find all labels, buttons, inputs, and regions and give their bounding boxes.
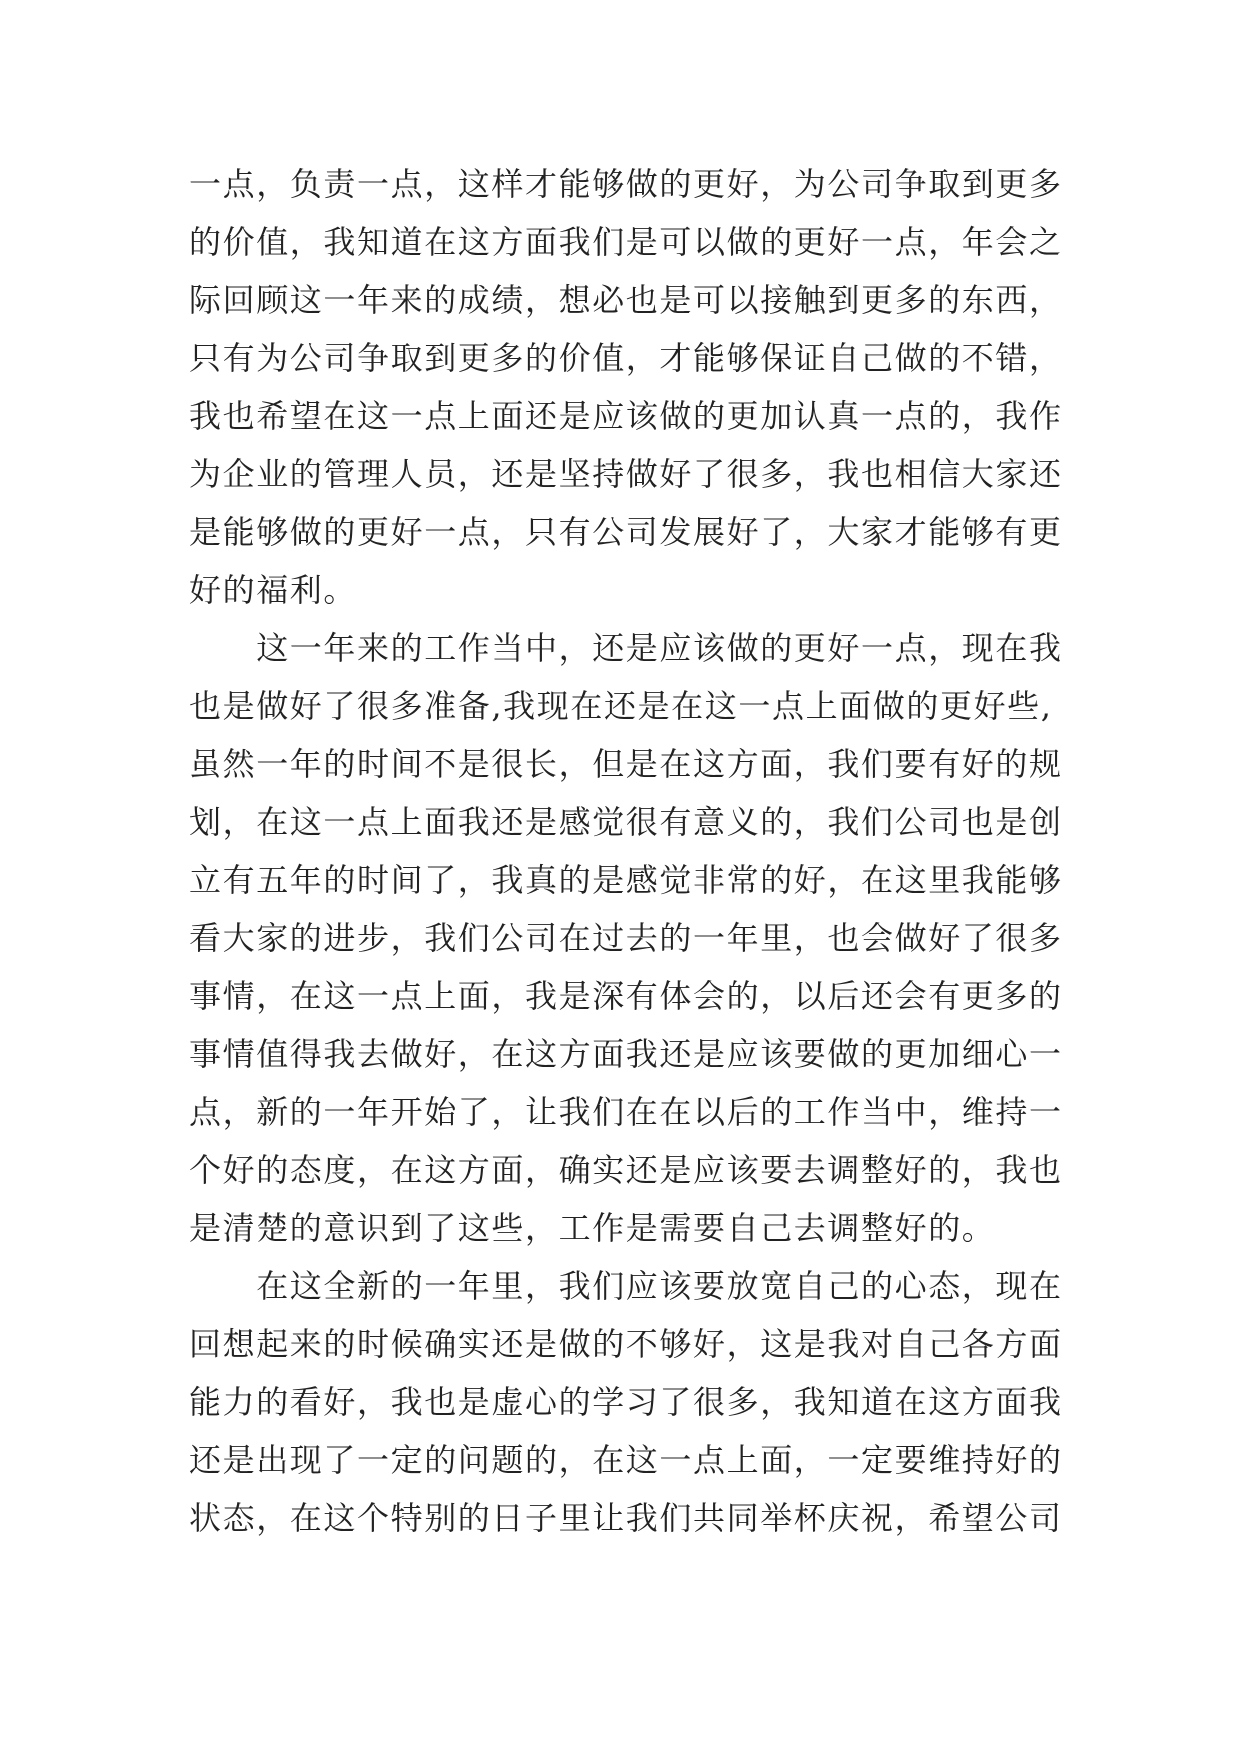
text-line: 还是出现了一定的问题的，在这一点上面，一定要维持好的 — [189, 1441, 1063, 1479]
text-line: 点，新的一年开始了，让我们在在以后的工作当中，维持一 — [189, 1093, 1063, 1131]
text-line: 际回顾这一年来的成绩，想必也是可以接触到更多的东西， — [189, 281, 1063, 319]
text-line: 立有五年的时间了，我真的是感觉非常的好，在这里我能够 — [189, 861, 1063, 899]
text-line: 好的福利。 — [189, 571, 358, 609]
text-line: 个好的态度，在这方面，确实还是应该要去调整好的，我也 — [189, 1151, 1063, 1189]
text-line: 是清楚的意识到了这些，工作是需要自己去调整好的。 — [189, 1209, 996, 1247]
text-line: 能力的看好，我也是虚心的学习了很多，我知道在这方面我 — [189, 1383, 1063, 1421]
text-line: 是能够做的更好一点，只有公司发展好了，大家才能够有更 — [189, 513, 1063, 551]
text-line: 在这全新的一年里，我们应该要放宽自己的心态，现在 — [189, 1267, 1063, 1305]
text-line: 虽然一年的时间不是很长，但是在这方面，我们要有好的规 — [189, 745, 1063, 783]
text-line: 一点，负责一点，这样才能够做的更好，为公司争取到更多 — [189, 165, 1063, 203]
text-line: 状态，在这个特别的日子里让我们共同举杯庆祝，希望公司 — [189, 1499, 1063, 1537]
text-line: 为企业的管理人员，还是坚持做好了很多，我也相信大家还 — [189, 455, 1063, 493]
text-line: 事情，在这一点上面，我是深有体会的，以后还会有更多的 — [189, 977, 1063, 1015]
text-line: 这一年来的工作当中，还是应该做的更好一点，现在我 — [189, 629, 1063, 667]
text-line: 看大家的进步，我们公司在过去的一年里，也会做好了很多 — [189, 919, 1063, 957]
text-line: 只有为公司争取到更多的价值，才能够保证自己做的不错， — [189, 339, 1063, 377]
text-line: 事情值得我去做好，在这方面我还是应该要做的更加细心一 — [189, 1035, 1063, 1073]
body-text — [189, 155, 1063, 1547]
text-line: 我也希望在这一点上面还是应该做的更加认真一点的，我作 — [189, 397, 1063, 435]
text-line: 回想起来的时候确实还是做的不够好，这是我对自己各方面 — [189, 1325, 1063, 1363]
text-line: 划，在这一点上面我还是感觉很有意义的，我们公司也是创 — [189, 803, 1063, 841]
text-line: 也是做好了很多准备,我现在还是在这一点上面做的更好些, — [189, 687, 1053, 725]
text-line: 的价值，我知道在这方面我们是可以做的更好一点，年会之 — [189, 223, 1063, 261]
